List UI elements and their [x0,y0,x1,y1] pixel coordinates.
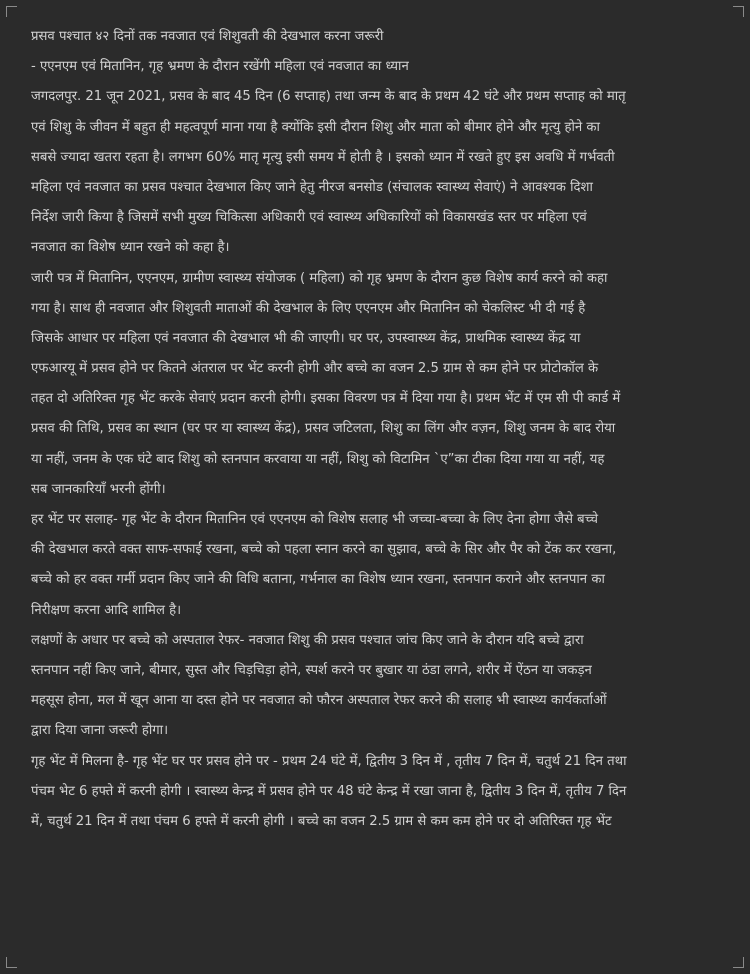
text-line: निर्देश जारी किया है जिसमें सभी मुख्य चिकित्सा अधिकारी एवं स्वास्थ्य अधिकारियों को विकासखंड स्तर पर महिला एवं [31,210,587,226]
text-line: द्वारा दिया जाना जरूरी होगा। [31,723,169,739]
paragraph-3 [31,505,721,626]
paragraph-2 [31,264,721,506]
text-line: नवजात का विशेष ध्यान रखने को कहा है। [31,240,230,256]
text-line: की देखभाल करते वक्त साफ-सफाई रखना, बच्चे को पहला स्नान करने का सुझाव, बच्चे के सिर और पैर को टेंक कर रखना, [31,542,617,558]
text-line: सबसे ज्यादा खतरा रहता है। लगभग 60% मातृ मृत्यु इसी समय में होती है । इसको ध्यान में रखते हुए इस अवधि में गर्भवती [31,149,615,165]
text-line: बच्चे को हर वक्त गर्मी प्रदान किए जाने की विधि बताना, गर्भनाल का विशेष ध्यान रखना, स्तनपान कराने और स्तनपान का [31,572,605,588]
subheadline: - एएनएम एवं मितानिन, गृह भ्रमण के दौरान रखेंगी महिला एवं नवजात का ध्यान [31,59,409,75]
text-line: गृह भेंट में मिलना है- गृह भेंट घर पर प्रसव होने पर - प्रथम 24 घंटे में, द्वितीय 3 दिन में , तृतीय 7 दिन में, चतुर्थ 21 दिन तथा [31,753,627,769]
text-line: प्रसव की तिथि, प्रसव का स्थान (घर पर या स्वास्थ्य केंद्र), प्रसव जटिलता, शिशु का लिंग और वज़न, शिशु जनम के बाद रोया [31,421,616,437]
article-body [31,22,721,837]
text-line: महसूस होना, मल में खून आना या दस्त होने पर नवजात को फौरन अस्पताल रेफर करने की सलाह भी स्वास्थ्य कार्यकर्ताओं [31,693,607,709]
text-line: जगदलपुर. 21 जून 2021, प्रसव के बाद 45 दिन (6 सप्ताह) तथा जन्म के बाद के प्रथम 42 घंटे और प्रथम सप्ताह को मातृ [31,89,626,105]
paragraph-4 [31,626,721,747]
corner-mark-top-left [6,6,17,17]
text-line: तहत दो अतिरिक्त गृह भेंट करके सेवाएं प्रदान करनी होगी। इसका विवरण पत्र में दिया गया है। प्रथम भेंट में एम सी पी कार्ड में [31,391,621,407]
corner-mark-top-right [733,6,744,17]
corner-mark-bottom-right [733,957,744,968]
text-line: महिला एवं नवजात का प्रसव पश्चात देखभाल किए जाने हेतु नीरज बनसोड (संचालक स्वास्थ्य सेवाएं) ने आवश्यक दिशा [31,179,593,195]
text-line: जारी पत्र में मितानिन, एएनएम, ग्रामीण स्वास्थ्य संयोजक ( महिला) को गृह भ्रमण के दौरान कुछ विशेष कार्य करने को कहा [31,270,608,286]
paragraph-1 [31,82,721,263]
text-line: जिसके आधार पर महिला एवं नवजात की देखभाल भी की जाएगी। घर पर, उपस्वास्थ्य केंद्र, प्राथमिक स्वास्थ्य केंद्र या [31,330,581,346]
text-line: गया है। साथ ही नवजात और शिशुवती माताओं की देखभाल के लिए एएनएम और मितानिन को चेकलिस्ट भी दी गई है [31,300,586,316]
text-line: में, चतुर्थ 21 दिन में तथा पंचम 6 हफ्ते में करनी होगी । बच्चे का वजन 2.5 ग्राम से कम कम होने पर दो अतिरिक्त गृह भेंट [31,813,612,829]
text-line: या नहीं, जनम के एक घंटे बाद शिशु को स्तनपान करवाया या नहीं, शिशु को विटामिन `ए”का टीका दिया गया या नहीं, यह [31,451,605,467]
text-line: सब जानकारियाँ भरनी होंगी। [31,481,166,497]
paragraph-5 [31,747,721,838]
text-line: पंचम भेट 6 हफ्ते में करनी होगी । स्वास्थ्य केन्द्र में प्रसव होने पर 48 घंटे केन्द्र में रखा जाना है, द्वितीय 3 दिन में, तृतीय 7 दिन [31,783,627,799]
text-line: स्तनपान नहीं किए जाने, बीमार, सुस्त और चिड़चिड़ा होने, स्पर्श करने पर बुखार या ठंडा लगने, शरीर में ऐंठन या जकड़न [31,662,592,678]
text-line: लक्षणों के अधार पर बच्चे को अस्पताल रेफर- नवजात शिशु की प्रसव पश्चात जांच किए जाने के दौरान यदि बच्चे द्वारा [31,632,584,648]
headline: प्रसव पश्चात ४२ दिनों तक नवजात एवं शिशुवती की देखभाल करना जरूरी [31,29,384,44]
corner-mark-bottom-left [6,957,17,968]
text-line: निरीक्षण करना आदि शामिल है। [31,602,182,618]
text-line: एफआरयू में प्रसव होने पर कितने अंतराल पर भेंट करनी होगी और बच्चे का वजन 2.5 ग्राम से कम होने पर प्रोटोकॉल के [31,361,599,377]
text-line: हर भेंट पर सलाह- गृह भेंट के दौरान मितानिन एवं एएनएम को विशेष सलाह भी जच्चा-बच्चा के लिए देना होगा जैसे बच्चे [31,512,599,527]
text-line: एवं शिशु के जीवन में बहुत ही महत्वपूर्ण माना गया है क्योंकि इसी दौरान शिशु और माता को बीमार होने और मृत्यु होने का [31,119,600,135]
